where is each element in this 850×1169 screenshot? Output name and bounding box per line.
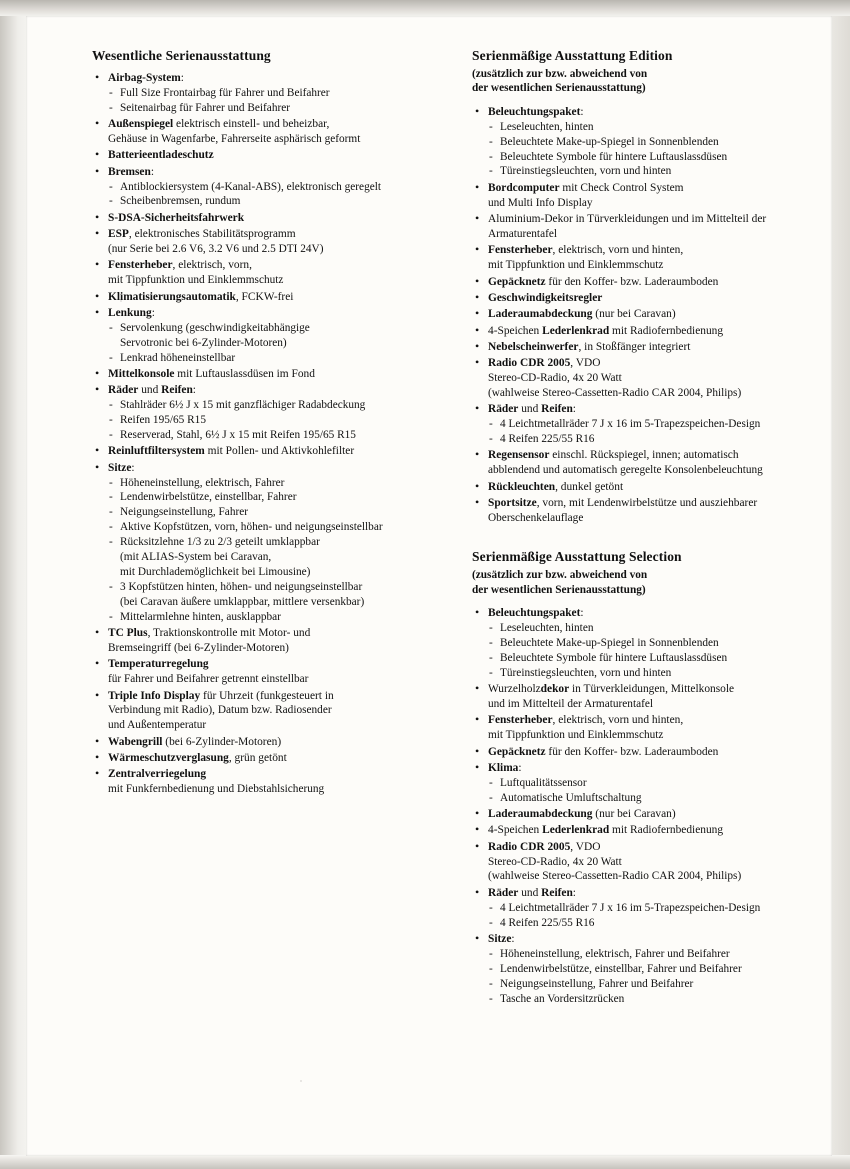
list-item bbox=[472, 291, 802, 306]
sub-list bbox=[488, 947, 802, 1007]
item-tail2: : bbox=[192, 384, 196, 397]
item-lead: Wurzelholz bbox=[488, 683, 541, 696]
item-lead: Reinluftfiltersystem bbox=[108, 445, 205, 458]
list-item bbox=[92, 735, 422, 750]
sub-item: - Scheibenbremsen, rundum bbox=[108, 194, 422, 209]
feature-list bbox=[472, 105, 802, 526]
item-line: mit Tippfunktion und Einklemmschutz bbox=[108, 274, 284, 287]
item-tail: für den Koffer- bzw. Laderaumboden bbox=[545, 275, 719, 288]
list-item bbox=[92, 444, 422, 459]
sub-item: - Lenkrad höheneinstellbar bbox=[108, 351, 422, 366]
item-lead: Temperaturregelung bbox=[108, 658, 209, 671]
list-item bbox=[472, 324, 802, 339]
sub-item: - Neigungseinstellung, Fahrer und Beifahrer bbox=[488, 977, 802, 992]
item-lead: Räder bbox=[488, 886, 519, 899]
item-lead: Aluminium-Dekor bbox=[488, 213, 573, 226]
section-subtitle bbox=[472, 568, 802, 597]
sub-item: - 4 Leichtmetallräder 7 J x 16 im 5-Trapezspeichen-Design bbox=[488, 901, 802, 916]
list-item bbox=[92, 211, 422, 226]
sub-item: - Höheneinstellung, elektrisch, Fahrer bbox=[108, 476, 422, 491]
list-item bbox=[472, 275, 802, 290]
item-tail-bold: Reifen bbox=[541, 886, 573, 899]
item-line: Bremseingriff (bei 6-Zylinder-Motoren) bbox=[108, 641, 289, 654]
item-lead: 4-Speichen bbox=[488, 824, 543, 837]
item-lead: Bordcomputer bbox=[488, 181, 560, 194]
item-lead: Radio CDR 2005 bbox=[488, 357, 571, 370]
item-tail: : bbox=[518, 761, 522, 774]
item-tail2: : bbox=[572, 886, 576, 899]
sub-item: - Reifen 195/65 R15 bbox=[108, 413, 422, 428]
item-lead: Lenkung bbox=[108, 306, 152, 319]
item-tail: (nur bei Caravan) bbox=[592, 808, 676, 821]
item-tail2: in Türverkleidungen, Mittelkonsole bbox=[569, 683, 735, 696]
sub-list bbox=[488, 120, 802, 180]
item-line: mit Tippfunktion und Einklemmschutz bbox=[488, 259, 664, 272]
item-lead: Außenspiegel bbox=[108, 118, 174, 131]
item-tail: , elektronisches Stabilitätsprogramm bbox=[128, 228, 296, 241]
item-lead: Triple Info Display bbox=[108, 689, 201, 702]
item-tail: in Türverkleidungen und im Mittelteil der bbox=[572, 213, 767, 226]
sub-list bbox=[108, 180, 422, 210]
sub-item: - Leseleuchten, hinten bbox=[488, 621, 802, 636]
sub-item: - Türeinstiegsleuchten, vorn und hinten bbox=[488, 164, 802, 179]
item-tail-bold: Lederlenkrad bbox=[542, 824, 610, 837]
item-tail: : bbox=[131, 461, 135, 474]
item-line: und Außentemperatur bbox=[108, 719, 207, 732]
section-subtitle-line: (zusätzlich zur bzw. abweichend von bbox=[472, 569, 648, 582]
item-tail: , elektrisch, vorn und hinten, bbox=[552, 714, 684, 727]
item-tail: (nur bei Caravan) bbox=[592, 308, 676, 321]
item-tail: einschl. Rückspiegel, innen; automatisch bbox=[549, 449, 739, 462]
sub-item: - Luftqualitätssensor bbox=[488, 776, 802, 791]
item-lead: Beleuchtungspaket bbox=[488, 607, 581, 620]
list-item bbox=[92, 71, 422, 116]
item-lead: Nebelscheinwerfer bbox=[488, 340, 579, 353]
item-tail: : bbox=[150, 165, 154, 178]
item-tail: mit Luftauslassdüsen im Fond bbox=[174, 368, 315, 381]
item-line: Armaturentafel bbox=[488, 227, 558, 240]
page-top-edge bbox=[0, 0, 850, 16]
item-tail2: mit Radiofernbedienung bbox=[609, 324, 724, 337]
item-tail: (bei 6-Zylinder-Motoren) bbox=[162, 735, 282, 748]
list-item bbox=[92, 306, 422, 366]
item-lead: Wärmeschutzverglasung bbox=[108, 752, 229, 765]
item-line: abblendend und automatisch geregelte Konsolenbeleuchtung bbox=[488, 464, 763, 477]
page-bottom-edge bbox=[0, 1155, 850, 1169]
sub-item: - Tasche an Vordersitzrücken bbox=[488, 992, 802, 1007]
list-item bbox=[472, 243, 802, 273]
item-lead: Beleuchtungspaket bbox=[488, 105, 581, 118]
item-tail-bold: Lederlenkrad bbox=[542, 324, 610, 337]
item-lead: Sportsitze bbox=[488, 497, 537, 510]
sub-item: - Lendenwirbelstütze, einstellbar, Fahrer bbox=[108, 490, 422, 505]
item-tail: , elektrisch, vorn, bbox=[172, 259, 252, 272]
section-edition bbox=[472, 48, 802, 526]
list-item bbox=[92, 165, 422, 210]
item-line: (wahlweise Stereo-Cassetten-Radio CAR 2004, Philips) bbox=[488, 870, 742, 883]
sub-list bbox=[488, 901, 802, 931]
list-item bbox=[92, 383, 422, 443]
sub-list bbox=[108, 476, 422, 625]
sub-item bbox=[108, 535, 422, 580]
item-tail: für den Koffer- bzw. Laderaumboden bbox=[545, 745, 719, 758]
list-item bbox=[472, 181, 802, 211]
item-tail: und bbox=[518, 403, 542, 416]
item-tail: für Uhrzeit (funkgesteuert in bbox=[200, 689, 334, 702]
sub-item-continuation: (mit ALIAS-System bei Caravan, bbox=[120, 551, 272, 564]
item-tail: , vorn, mit Lendenwirbelstütze und ausziehbarer bbox=[536, 497, 758, 510]
item-line: Stereo-CD-Radio, 4x 20 Watt bbox=[488, 372, 622, 385]
sub-item: - Beleuchtete Make-up-Spiegel in Sonnenblenden bbox=[488, 135, 802, 150]
item-line: (nur Serie bei 2.6 V6, 3.2 V6 und 2.5 DTI 24V) bbox=[108, 243, 324, 255]
item-lead: TC Plus bbox=[108, 627, 148, 640]
item-lead: Klimatisierungsautomatik bbox=[108, 290, 236, 303]
list-item bbox=[472, 807, 802, 822]
list-item bbox=[92, 767, 422, 797]
item-lead: Mittelkonsole bbox=[108, 368, 175, 381]
item-tail-bold: Reifen bbox=[541, 403, 573, 416]
section-subtitle-line: der wesentlichen Serienausstattung) bbox=[472, 82, 646, 95]
list-item bbox=[92, 258, 422, 288]
sub-item bbox=[108, 321, 422, 351]
list-item bbox=[472, 402, 802, 447]
item-tail: : bbox=[180, 72, 184, 84]
item-tail: , in Stoßfänger integriert bbox=[578, 340, 691, 353]
sub-item: - Beleuchtete Symbole für hintere Luftauslassdüsen bbox=[488, 150, 802, 165]
list-item bbox=[472, 356, 802, 401]
item-tail: und bbox=[518, 886, 542, 899]
sub-item-text: 3 Kopfstützen hinten, höhen- und neigungseinstellbar bbox=[120, 580, 363, 593]
sub-item-text: Servolenkung (geschwindigkeitabhängige bbox=[120, 321, 310, 334]
item-lead: Regensensor bbox=[488, 449, 550, 462]
item-line: und im Mittelteil der Armaturentafel bbox=[488, 697, 654, 710]
item-line: mit Funkfernbedienung und Diebstahlsicherung bbox=[108, 783, 325, 796]
sub-item: - Reserverad, Stahl, 6½ J x 15 mit Reifen 195/65 R15 bbox=[108, 428, 422, 443]
sub-item-continuation: mit Durchlademöglichkeit bei Limousine) bbox=[120, 565, 311, 578]
list-item bbox=[92, 626, 422, 656]
item-lead: Räder bbox=[488, 403, 519, 416]
item-lead: Gepäcknetz bbox=[488, 275, 546, 288]
sub-list bbox=[108, 321, 422, 366]
item-tail: mit Pollen- und Aktivkohlefilter bbox=[204, 445, 355, 458]
item-tail2: mit Radiofernbedienung bbox=[609, 824, 724, 837]
item-line: (wahlweise Stereo-Cassetten-Radio CAR 2004, Philips) bbox=[488, 386, 742, 399]
item-line: für Fahrer und Beifahrer getrennt einstellbar bbox=[108, 673, 309, 686]
item-line: Oberschenkelauflage bbox=[488, 511, 584, 524]
sub-item: - Leseleuchten, hinten bbox=[488, 120, 802, 135]
list-item bbox=[472, 761, 802, 806]
section-serienausstattung bbox=[92, 48, 422, 797]
column-right bbox=[472, 48, 802, 1008]
item-tail: , dunkel getönt bbox=[555, 480, 624, 493]
item-lead: Bremsen bbox=[108, 165, 151, 178]
column-left bbox=[92, 48, 422, 799]
list-item bbox=[472, 105, 802, 179]
list-item bbox=[472, 307, 802, 322]
sub-list bbox=[108, 86, 422, 116]
item-lead: Rückleuchten bbox=[488, 480, 556, 493]
item-tail: und bbox=[138, 384, 162, 397]
sub-item: - Höheneinstellung, elektrisch, Fahrer und Beifahrer bbox=[488, 947, 802, 962]
list-item bbox=[472, 886, 802, 931]
item-lead: Zentralverriegelung bbox=[108, 768, 207, 781]
item-lead: Laderaumabdeckung bbox=[488, 808, 593, 821]
list-item bbox=[92, 227, 422, 257]
item-lead: Wabengrill bbox=[108, 735, 163, 748]
section-subtitle-line: der wesentlichen Serienausstattung) bbox=[472, 583, 646, 596]
item-tail: : bbox=[511, 933, 515, 946]
sub-item: - Stahlräder 6½ J x 15 mit ganzflächiger Radabdeckung bbox=[108, 398, 422, 413]
sub-list bbox=[488, 621, 802, 681]
item-lead: Radio CDR 2005 bbox=[488, 840, 571, 853]
list-item bbox=[92, 461, 422, 625]
list-item bbox=[472, 212, 802, 242]
sub-item-continuation: (bei Caravan äußere umklappbar, mittlere versenkbar) bbox=[120, 595, 365, 608]
list-item bbox=[472, 340, 802, 355]
item-tail: : bbox=[580, 105, 584, 118]
item-lead: Laderaumabdeckung bbox=[488, 308, 593, 321]
item-line: Gehäuse in Wagenfarbe, Fahrerseite asphärisch geformt bbox=[108, 132, 361, 145]
sub-item: - Full Size Frontairbag für Fahrer und Beifahrer bbox=[108, 86, 422, 101]
item-line: mit Tippfunktion und Einklemmschutz bbox=[488, 729, 664, 742]
item-lead: ESP bbox=[108, 228, 129, 241]
list-item bbox=[472, 682, 802, 712]
sub-item: - Mittelarmlehne hinten, ausklappbar bbox=[108, 610, 422, 625]
sub-item: - 4 Reifen 225/55 R16 bbox=[488, 916, 802, 931]
section-divider-space bbox=[472, 527, 802, 549]
sub-item: - 4 Reifen 225/55 R16 bbox=[488, 432, 802, 447]
scan-speck bbox=[300, 1080, 302, 1082]
item-lead: Fensterheber bbox=[108, 259, 173, 272]
item-tail: : bbox=[151, 306, 155, 319]
section-subtitle bbox=[472, 67, 802, 96]
list-item bbox=[92, 689, 422, 734]
item-line: und Multi Info Display bbox=[488, 196, 593, 209]
list-item bbox=[472, 480, 802, 495]
list-item bbox=[472, 448, 802, 478]
list-item bbox=[472, 606, 802, 680]
section-subtitle-line: (zusätzlich zur bzw. abweichend von bbox=[472, 68, 648, 80]
item-tail-bold: dekor bbox=[540, 683, 570, 696]
sub-item: - Aktive Kopfstützen, vorn, höhen- und neigungseinstellbar bbox=[108, 520, 422, 535]
item-lead: S-DSA-Sicherheitsfahrwerk bbox=[108, 211, 245, 224]
item-lead: Fensterheber bbox=[488, 714, 553, 727]
sub-item: - Beleuchtete Make-up-Spiegel in Sonnenblenden bbox=[488, 636, 802, 651]
item-lead: Sitze bbox=[108, 461, 132, 474]
section-title: Serienmäßige Ausstattung Selection bbox=[472, 549, 682, 565]
item-line: Stereo-CD-Radio, 4x 20 Watt bbox=[488, 855, 622, 868]
list-item bbox=[472, 745, 802, 760]
sub-list bbox=[108, 398, 422, 443]
item-line: Verbindung mit Radio), Datum bzw. Radiosender bbox=[108, 704, 332, 717]
item-tail: , VDO bbox=[570, 357, 601, 370]
sub-item: - Neigungseinstellung, Fahrer bbox=[108, 505, 422, 520]
item-lead: Gepäcknetz bbox=[488, 745, 546, 758]
item-tail: , grün getönt bbox=[228, 752, 287, 765]
list-item bbox=[92, 367, 422, 382]
item-tail: elektrisch einstell- und beheizbar, bbox=[173, 118, 330, 131]
list-item bbox=[92, 148, 422, 163]
list-item bbox=[472, 496, 802, 526]
item-lead: Geschwindigkeitsregler bbox=[488, 291, 603, 304]
list-item bbox=[472, 823, 802, 838]
item-lead: Klima bbox=[488, 761, 519, 774]
list-item bbox=[92, 290, 422, 305]
list-item bbox=[92, 117, 422, 147]
sub-item-text: Rücksitzlehne 1/3 zu 2/3 geteilt umklappbar bbox=[120, 536, 320, 549]
item-tail: , VDO bbox=[570, 840, 601, 853]
item-lead: Batterieentladeschutz bbox=[108, 149, 214, 162]
sub-list bbox=[488, 417, 802, 447]
sub-item: - Lendenwirbelstütze, einstellbar, Fahrer und Beifahrer bbox=[488, 962, 802, 977]
list-item bbox=[92, 657, 422, 687]
item-tail-bold: Reifen bbox=[161, 384, 193, 397]
sub-item: - Türeinstiegsleuchten, vorn und hinten bbox=[488, 666, 802, 681]
item-tail: : bbox=[580, 607, 584, 620]
item-lead: Sitze bbox=[488, 933, 512, 946]
item-lead: Räder bbox=[108, 384, 139, 397]
list-item bbox=[472, 840, 802, 885]
item-lead: 4-Speichen bbox=[488, 324, 543, 337]
item-lead: Fensterheber bbox=[488, 244, 553, 257]
section-title: Wesentliche Serienausstattung bbox=[92, 48, 271, 63]
sub-item bbox=[108, 580, 422, 610]
section-title: Serienmäßige Ausstattung Edition bbox=[472, 48, 673, 63]
sub-item-continuation: Servotronic bei 6-Zylinder-Motoren) bbox=[120, 336, 287, 349]
sub-item: - 4 Leichtmetallräder 7 J x 16 im 5-Trapezspeichen-Design bbox=[488, 417, 802, 432]
item-tail: , Traktionskontrolle mit Motor- und bbox=[147, 627, 311, 640]
section-selection bbox=[472, 549, 802, 1006]
item-lead: Airbag-System bbox=[108, 72, 181, 84]
item-tail: , elektrisch, vorn und hinten, bbox=[552, 244, 684, 257]
item-tail2: : bbox=[572, 403, 576, 416]
feature-list bbox=[472, 606, 802, 1006]
sub-item: - Seitenairbag für Fahrer und Beifahrer bbox=[108, 101, 422, 116]
item-tail: mit Check Control System bbox=[559, 181, 684, 194]
sub-item: - Automatische Umluftschaltung bbox=[488, 791, 802, 806]
list-item bbox=[472, 713, 802, 743]
item-tail: , FCKW-frei bbox=[235, 290, 294, 303]
list-item bbox=[92, 751, 422, 766]
sub-item: - Beleuchtete Symbole für hintere Luftauslassdüsen bbox=[488, 651, 802, 666]
feature-list bbox=[92, 71, 422, 797]
list-item bbox=[472, 932, 802, 1006]
sub-list bbox=[488, 776, 802, 806]
sub-item: - Antiblockiersystem (4-Kanal-ABS), elektronisch geregelt bbox=[108, 180, 422, 195]
